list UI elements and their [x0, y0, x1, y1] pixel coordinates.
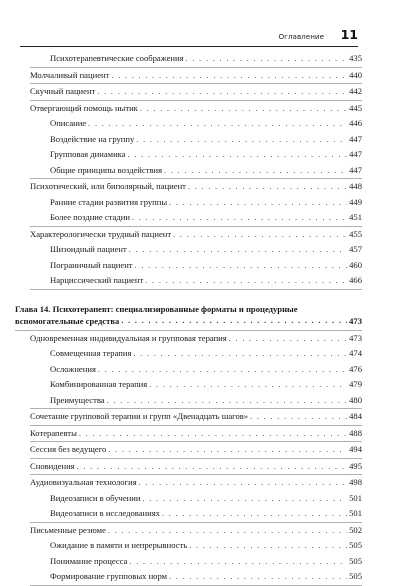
toc-entry-page: 460 [349, 259, 362, 270]
dot-leader [250, 409, 347, 425]
toc-subentry[interactable] [30, 538, 362, 554]
toc-entry-title: Характерологически трудный пациент [30, 228, 172, 239]
running-header-title: Оглавление [278, 32, 324, 41]
dot-leader [169, 569, 347, 585]
chapter-title-line2: вспомогательные средства [15, 315, 120, 326]
dot-leader [108, 523, 347, 539]
toc-entry-title: Описание [50, 118, 87, 128]
chapter-title-line1: Глава 14. Психотерапевт: специализированные форматы и процедурные [15, 303, 298, 314]
toc-entry-page: 498 [349, 477, 362, 487]
toc-entry-title: Комбинированная терапия [50, 379, 148, 389]
toc-entry-page: 449 [349, 196, 362, 207]
toc-entry-title: Совмещенная терапия [50, 348, 132, 358]
toc-entry-title: Групповая динамика [50, 149, 126, 159]
toc-subentry[interactable] [30, 51, 362, 67]
dot-leader [188, 179, 347, 195]
toc-entry-title: Ранние стадии развития группы [50, 196, 168, 207]
toc-subentry[interactable] [30, 258, 362, 274]
toc-entry-page: 466 [349, 275, 362, 285]
toc-section [30, 523, 362, 586]
toc-entry-title: Психотический, или биполярный, пациент [30, 181, 186, 191]
dot-leader [133, 346, 347, 362]
dot-leader [129, 554, 347, 570]
toc-entry-page: 455 [349, 228, 362, 239]
chapter-page-number: 473 [349, 315, 362, 326]
toc-entry-title: Видеозаписи в исследованиях [50, 508, 160, 518]
toc-entry-page: 447 [349, 149, 362, 159]
toc-entry[interactable] [30, 523, 362, 539]
toc-entry[interactable] [30, 426, 362, 442]
dot-leader [169, 195, 347, 211]
toc-section [30, 426, 362, 443]
toc-entry-title: Аудиовизуальная технология [30, 477, 137, 487]
toc-entry-page: 473 [349, 332, 362, 343]
running-header [20, 24, 358, 47]
dot-leader [145, 273, 347, 289]
chapter-heading [15, 303, 362, 331]
toc-entry-title: Скучный пациент [30, 86, 96, 96]
toc-entry-page: 505 [349, 540, 362, 550]
toc-entry[interactable] [30, 179, 362, 195]
toc-entry-title: Пограничный пациент [50, 259, 133, 270]
toc-entry-page: 457 [349, 244, 362, 254]
toc-subentry[interactable] [30, 554, 362, 570]
toc-subentry[interactable] [30, 210, 362, 226]
toc-section [30, 442, 362, 459]
dot-leader [164, 163, 347, 179]
toc-entry-title: Котерапевты [30, 427, 77, 438]
toc-entry-page: 484 [349, 411, 362, 421]
toc-subentry[interactable] [30, 362, 362, 378]
table-of-contents [15, 51, 362, 586]
toc-entry-title: Осложнения [50, 363, 96, 374]
toc-subentry[interactable] [30, 506, 362, 522]
toc-entry-title: Сочетание групповой терапии и групп «Двенадцать шагов» [30, 411, 249, 421]
dot-leader [128, 147, 348, 163]
toc-subentry[interactable] [30, 393, 362, 409]
toc-entry-page: 495 [349, 460, 362, 471]
toc-entry-page: 451 [349, 212, 362, 222]
toc-entry[interactable] [30, 68, 362, 84]
dot-leader [136, 132, 347, 148]
dot-leader [77, 459, 347, 475]
dot-leader [186, 51, 348, 67]
toc-subentry[interactable] [30, 377, 362, 393]
toc-entry-title: Письменные резюме [30, 524, 106, 535]
toc-entry-page: 501 [349, 492, 362, 503]
dot-leader [149, 377, 347, 393]
dot-leader [97, 84, 347, 100]
toc-entry-page: 446 [349, 118, 362, 128]
toc-entry[interactable] [30, 475, 362, 491]
dot-leader [98, 362, 347, 378]
toc-entry-page: 494 [349, 444, 362, 454]
toc-entry-title: Психотерапевтические соображения [50, 53, 184, 63]
toc-entry-title: Одновременная индивидуальная и групповая терапия [30, 332, 227, 343]
dot-leader [129, 242, 347, 258]
page-number: 11 [340, 27, 358, 42]
toc-entry[interactable] [30, 101, 362, 117]
dot-leader [135, 258, 348, 274]
dot-leader [162, 506, 347, 522]
dot-leader [173, 227, 347, 243]
toc-entry[interactable] [30, 442, 362, 458]
dot-leader [229, 331, 347, 347]
toc-entry-page: 447 [349, 164, 362, 175]
toc-entry[interactable] [30, 331, 362, 347]
dot-leader [139, 475, 347, 491]
dot-leader [108, 442, 347, 458]
toc-entry[interactable] [30, 409, 362, 425]
toc-entry-page: 447 [349, 133, 362, 144]
toc-section [30, 475, 362, 523]
toc-entry-title: Ожидание в памяти и непрерывность [50, 540, 188, 550]
toc-top-sections [30, 51, 362, 290]
toc-subentry[interactable] [30, 147, 362, 163]
toc-entry-page: 488 [349, 427, 362, 438]
toc-subentry[interactable] [30, 491, 362, 507]
toc-entry-title: Сновидения [30, 460, 75, 471]
dot-leader [189, 538, 347, 554]
toc-section [30, 68, 362, 85]
toc-section [30, 84, 362, 101]
chapter-title-line2-row [15, 315, 362, 327]
toc-entry-page: 476 [349, 363, 362, 374]
toc-entry-title: Нарциссический пациент [50, 275, 144, 285]
toc-entry-title: Отвергающий помощь нытик [30, 102, 138, 113]
dot-leader [79, 426, 347, 442]
toc-entry-title: Преимущества [50, 394, 105, 405]
dot-leader [121, 315, 347, 327]
toc-entry-title: Более поздние стадии [50, 212, 130, 222]
toc-entry-title: Общие принципы воздействия [50, 164, 163, 175]
toc-entry-page: 448 [349, 181, 362, 191]
toc-entry[interactable] [30, 84, 362, 100]
toc-entry-title: Формирование групповых норм [50, 571, 168, 581]
toc-subentry[interactable] [30, 242, 362, 258]
toc-entry-page: 442 [349, 86, 362, 96]
toc-entry-page: 502 [349, 524, 362, 535]
toc-section [30, 51, 362, 68]
dot-leader [88, 116, 347, 132]
toc-section [30, 179, 362, 227]
toc-entry-title: Воздействие на группу [50, 133, 135, 144]
toc-entry-page: 435 [349, 53, 362, 63]
toc-entry-title: Сессия без ведущего [30, 444, 107, 454]
toc-subentry[interactable] [30, 132, 362, 148]
dot-leader [111, 68, 347, 84]
toc-entry-page: 474 [349, 348, 362, 358]
toc-entry[interactable] [30, 227, 362, 243]
dot-leader [142, 491, 347, 507]
toc-entry-page: 505 [349, 555, 362, 566]
toc-entry-page: 480 [349, 394, 362, 405]
toc-entry-page: 501 [349, 508, 362, 518]
toc-subentry[interactable] [30, 163, 362, 179]
toc-entry-page: 445 [349, 102, 362, 113]
toc-subentry[interactable] [30, 346, 362, 362]
toc-entry-page: 440 [349, 69, 362, 80]
dot-leader [107, 393, 347, 409]
toc-subentry[interactable] [30, 273, 362, 289]
toc-entry-title: Шизоидный пациент [50, 244, 127, 254]
dot-leader [140, 101, 347, 117]
toc-section [30, 331, 362, 410]
toc-entry-title: Молчаливый пациент [30, 69, 110, 80]
toc-section [30, 459, 362, 476]
toc-entry-title: Видеозаписи в обучении [50, 492, 141, 503]
toc-entry-title: Понимание процесса [50, 555, 128, 566]
toc-entry-page: 479 [349, 379, 362, 389]
toc-section [30, 227, 362, 290]
toc-subentry[interactable] [30, 195, 362, 211]
toc-bottom-sections [30, 331, 362, 586]
toc-section [30, 101, 362, 180]
toc-subentry[interactable] [30, 569, 362, 585]
dot-leader [132, 210, 347, 226]
toc-entry[interactable] [30, 459, 362, 475]
toc-entry-page: 505 [349, 571, 362, 581]
toc-section [30, 409, 362, 426]
toc-subentry[interactable] [30, 116, 362, 132]
